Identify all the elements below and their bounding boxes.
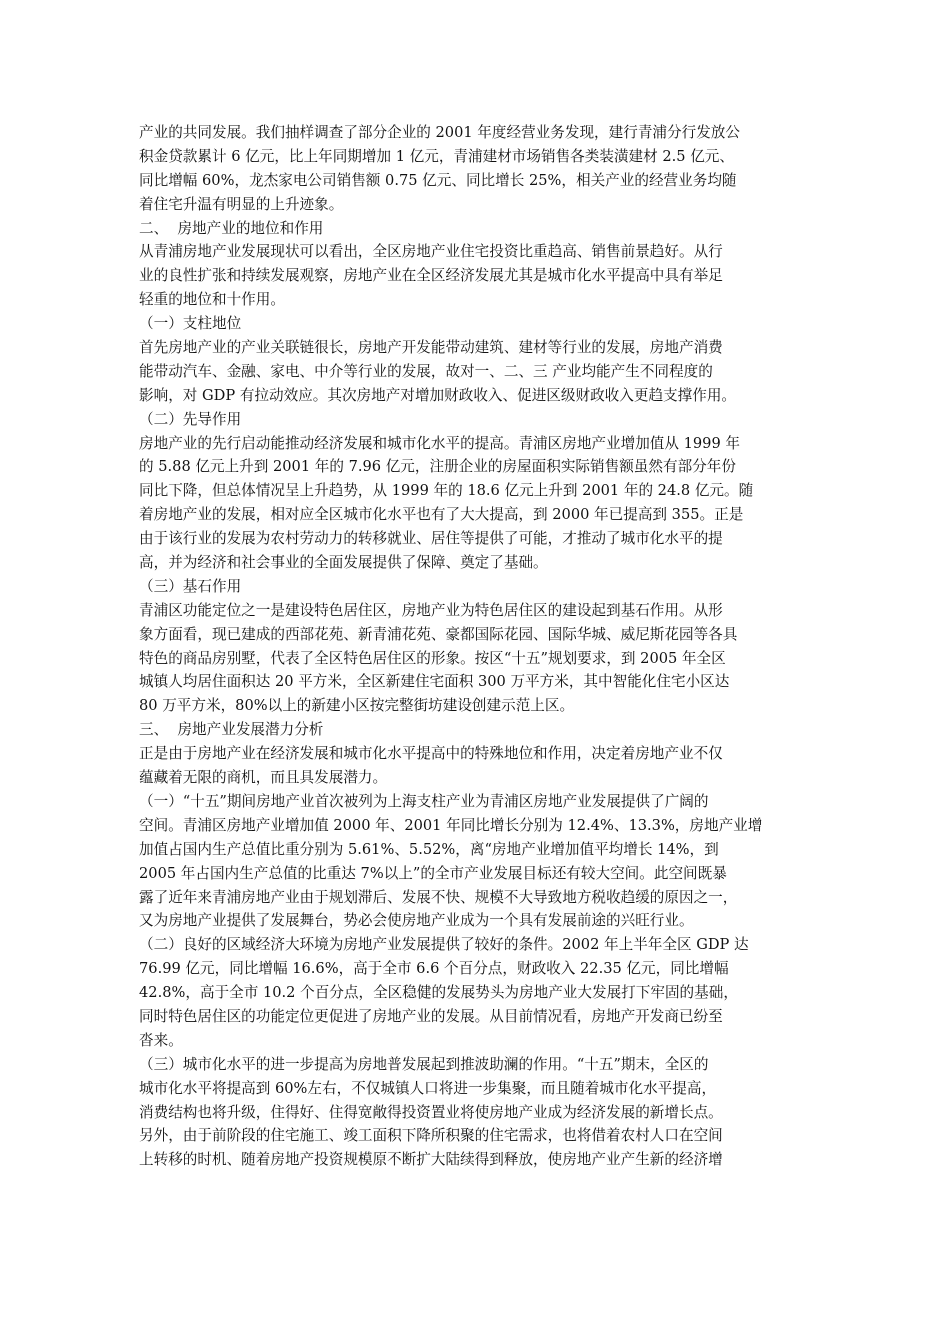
subsection-heading: （一）支柱地位 [139, 315, 242, 333]
text-line: 产业的共同发展。我们抽样调查了部分企业的 2001 年度经营业务发现，建行青浦分行发放公 [139, 124, 740, 141]
text-line: 又为房地产业提供了发展舞台，势必会使房地产业成为一个具有发展前途的兴旺行业。 [139, 912, 694, 930]
text-line: 2005 年占国内生产总值的比重达 7%以上”的全市产业发展目标还有较大空间。此空间既暴 [139, 864, 727, 882]
text-line: 房地产业的先行启动能推动经济发展和城市化水平的提高。青浦区房地产业增加值从 1999 年 [139, 434, 740, 452]
text-line: 另外，由于前阶段的住宅施工、竣工面积下降所积聚的住宅需求，也将借着农村人口在空间 [139, 1127, 723, 1145]
section-heading: 二、 房地产业的地位和作用 [139, 219, 324, 237]
text-line: 影响，对 GDP 有拉动效应。其次房地产对增加财政收入、促进区级财政收入更趋支撑作用。 [139, 386, 737, 404]
text-line: 积金贷款累计 6 亿元，比上年同期增加 1 亿元，青浦建材市场销售各类装潢建材 2.5 亿元、 [139, 147, 734, 165]
text-line: 空间。青浦区房地产业增加值 2000 年、2001 年同比增长分别为 12.4%、13.3%，房地产业增 [139, 816, 763, 834]
text-line: 高，并为经济和社会事业的全面发展提供了保障、奠定了基础。 [139, 554, 548, 572]
text-line: 76.99 亿元，同比增幅 16.6%，高于全市 6.6 个百分点，财政收入 22.35 亿元，同比增幅 [139, 960, 729, 978]
text-line: 蕴藏着无限的商机，而且具发展潜力。 [139, 769, 388, 787]
text-line: 沓来。 [139, 1031, 183, 1049]
text-line: 的 5.88 亿元上升到 2001 年的 7.96 亿元，注册企业的房屋面积实际销售额虽然有部分年份 [139, 458, 736, 476]
text-line: 着房地产业的发展，相对应全区城市化水平也有了大大提高，到 2000 年已提高到 355。正是 [139, 506, 744, 524]
text-line: 露了近年来青浦房地产业由于规划滞后、发展不快、规模不大导致地方税收趋缓的原因之一， [139, 888, 738, 906]
text-line: （一）“十五”期间房地产业首次被列为上海支柱产业为青浦区房地产业发展提供了广阔的 [139, 792, 709, 810]
text-line: 加值占国内生产总值比重分别为 5.61%、5.52%，离“房地产业增加值平均增长 14%，到 [139, 840, 719, 858]
text-line: 正是由于房地产业在经济发展和城市化水平提高中的特殊地位和作用，决定着房地产业不仅 [139, 745, 723, 763]
subsection-heading: （三）基石作用 [139, 577, 242, 595]
text-line: （三）城市化水平的进一步提高为房地普发展起到推波助澜的作用。“十五”期末，全区的 [139, 1055, 709, 1073]
text-line: 青浦区功能定位之一是建设特色居住区，房地产业为特色居住区的建设起到基石作用。从形 [139, 601, 723, 619]
text-line: 同比下降，但总体情况呈上升趋势，从 1999 年的 18.6 亿元上升到 2001 年的 24.8 亿元。随 [139, 482, 754, 500]
text-line: 轻重的地位和十作用。 [139, 291, 285, 309]
text-line: 象方面看，现已建成的西部花苑、新青浦花苑、豪都国际花园、国际华城、威尼斯花园等各具 [139, 625, 738, 643]
document-page [139, 121, 819, 1172]
text-line: 城市化水平将提高到 60%左右，不仅城镇人口将进一步集聚，而且随着城市化水平提高， [139, 1079, 717, 1097]
text-line: 消费结构也将升级，住得好、住得宽敞得投资置业将使房地产业成为经济发展的新增长点。 [139, 1103, 723, 1121]
text-line: 城镇人均居住面积达 20 平方米，全区新建住宅面积 300 万平方米，其中智能化住宅小区达 [139, 673, 730, 691]
text-line: （二）良好的区域经济大环境为房地产业发展提供了较好的条件。2002 年上半年全区 GDP 达 [139, 936, 749, 954]
text-line: 上转移的时机、随着房地产投资规模原不断扩大陆续得到释放，使房地产业产生新的经济增 [139, 1151, 723, 1169]
section-heading: 三、 房地产业发展潜力分析 [139, 721, 324, 739]
text-line: 特色的商品房别墅，代表了全区特色居住区的形象。按区“十五”规划要求，到 2005 年全区 [139, 649, 726, 667]
text-line: 80 万平方米，80%以上的新建小区按完整街坊建设创建示范上区。 [139, 697, 575, 715]
text-line: 由于该行业的发展为农村劳动力的转移就业、居住等提供了可能，才推动了城市化水平的提 [139, 530, 723, 548]
subsection-heading: （二）先导作用 [139, 410, 242, 428]
text-line: 能带动汽车、金融、家电、中介等行业的发展，故对一、二、三 产业均能产生不同程度的 [139, 362, 713, 380]
text-line: 从青浦房地产业发展现状可以看出，全区房地产业住宅投资比重趋高、销售前景趋好。从行 [139, 243, 723, 261]
text-line: 首先房地产业的产业关联链很长，房地产开发能带动建筑、建材等行业的发展，房地产消费 [139, 339, 723, 357]
text-line: 业的良性扩张和持续发展观察，房地产业在全区经济发展尤其是城市化水平提高中具有举足 [139, 267, 723, 285]
text-line: 着住宅升温有明显的上升迹象。 [139, 195, 344, 213]
text-line: 42.8%，高于全市 10.2 个百分点，全区稳健的发展势头为房地产业大发展打下牢固的基础， [139, 984, 738, 1002]
text-line: 同时特色居住区的功能定位更促进了房地产业的发展。从目前情况看，房地产开发商已纷至 [139, 1007, 723, 1025]
text-line: 同比增幅 60%，龙杰家电公司销售额 0.75 亿元、同比增长 25%，相关产业的经营业务均随 [139, 171, 737, 189]
